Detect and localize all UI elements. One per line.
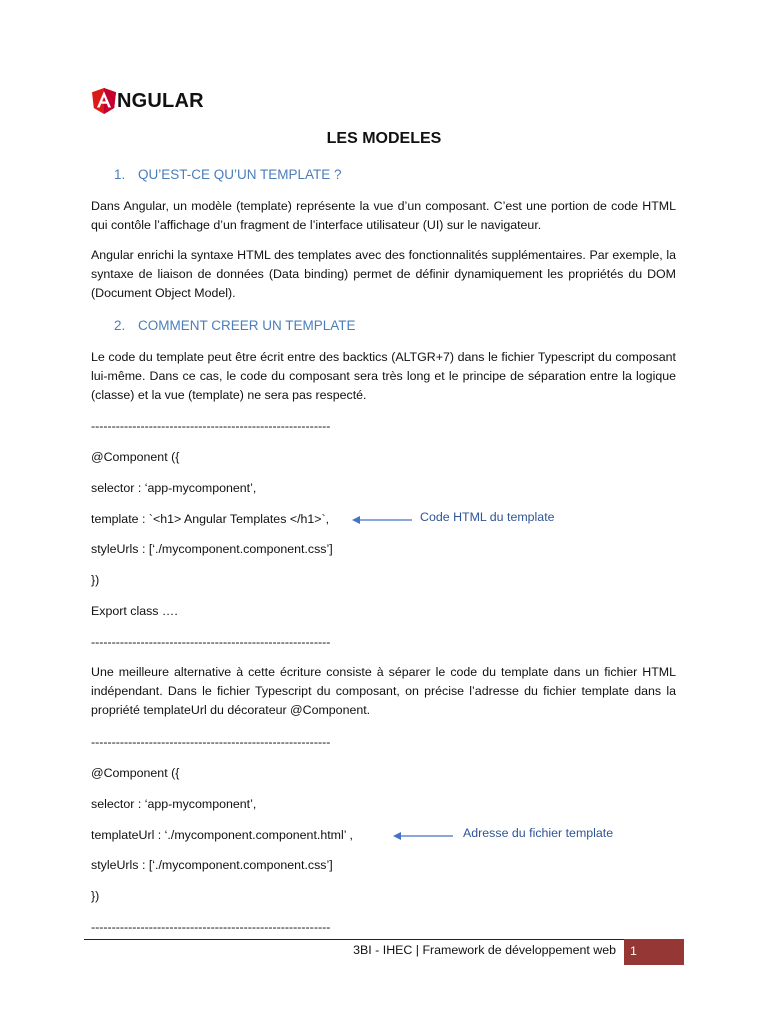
- code-template: template : `<h1> Angular Templates </h1>`,: [91, 512, 330, 526]
- footer-rule: [84, 939, 684, 940]
- separator-line: ----------------------------------------------------------: [91, 920, 331, 934]
- paragraph-1: Dans Angular, un modèle (template) représente la vue d’un composant. C’est une portion de code HTML qui contôle l’affichage d’un fragment de l’interface utilisateur (UI) sur le navigateur.: [91, 199, 676, 232]
- paragraph-3: Le code du template peut être écrit entre des backtics (ALTGR+7) dans le fichier Typescript du composant lui-même. Dans ce cas, le code du composant sera très long et le principe de séparation entre la logique (classe) et la vue (template) ne sera pas respecté.: [91, 350, 676, 402]
- section-1-heading: [114, 167, 342, 182]
- logo-wordmark: NGULAR: [117, 89, 204, 112]
- code-selector: selector : ‘app-mycomponent’,: [91, 481, 257, 495]
- section-2-number: 2.: [114, 318, 126, 333]
- code-templateurl: templateUrl : ‘./mycomponent.component.html’ ,: [91, 828, 353, 842]
- section-1-number: 1.: [114, 167, 126, 182]
- code-close: }): [91, 573, 100, 587]
- paragraph-4: Une meilleure alternative à cette écriture consiste à séparer le code du template dans un fichier HTML indépendant. Dans le fichier Typescript du composant, on précise l’adresse du fichier template dans la propriété templateUrl du décorateur @Component.: [91, 665, 676, 717]
- separator-line: ----------------------------------------------------------: [91, 419, 331, 433]
- page-title: LES MODELES: [326, 130, 442, 147]
- section-2-heading: [114, 318, 356, 333]
- separator-line: ----------------------------------------------------------: [91, 635, 331, 649]
- separator-line: ----------------------------------------------------------: [91, 735, 331, 749]
- code-decorator: @Component ({: [91, 766, 180, 780]
- page-number: 1: [624, 939, 684, 965]
- arrow-left-icon: [393, 830, 455, 842]
- angular-shield-icon: [92, 88, 116, 114]
- section-2-title: COMMENT CREER UN TEMPLATE: [138, 318, 356, 333]
- code-styleurls: styleUrls : [‘./mycomponent.component.css’]: [91, 858, 333, 872]
- code-styleurls: styleUrls : [‘./mycomponent.component.css’]: [91, 542, 333, 556]
- footer-text: 3BI - IHEC | Framework de développement web: [353, 943, 616, 957]
- code-export: Export class ….: [91, 604, 178, 618]
- annotation-template-file: Adresse du fichier template: [463, 826, 614, 840]
- code-close: }): [91, 889, 100, 903]
- arrow-left-icon: [352, 514, 414, 526]
- code-selector: selector : ‘app-mycomponent’,: [91, 797, 257, 811]
- annotation-html-template: Code HTML du template: [420, 510, 555, 524]
- section-1-title: QU’EST-CE QU’UN TEMPLATE ?: [138, 167, 342, 182]
- angular-logo: [92, 86, 204, 116]
- code-decorator: @Component ({: [91, 450, 180, 464]
- paragraph-2: Angular enrichi la syntaxe HTML des templates avec des fonctionnalités supplémentaires. Par exemple, la syntaxe de liaison de données (Data binding) permet de définir dynamiquement les propriétés du DOM (Document Object Model).: [91, 248, 676, 300]
